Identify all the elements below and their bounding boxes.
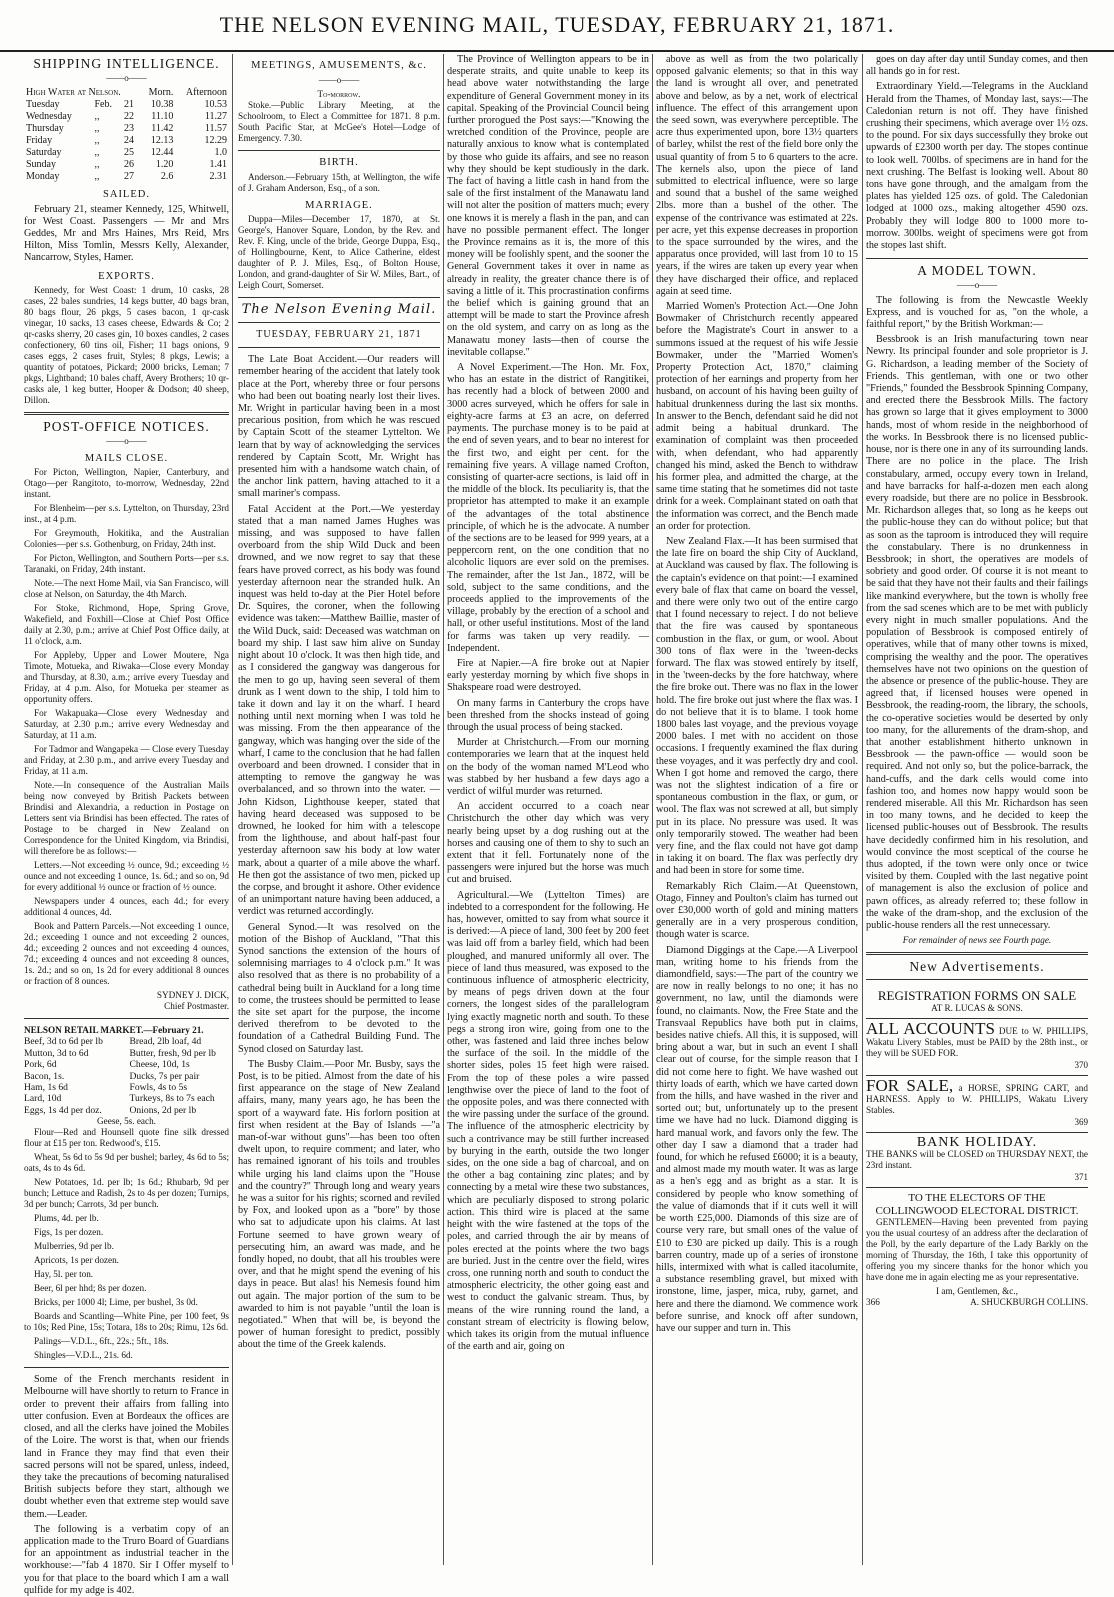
market-line: Bricks, per 1000 4l; Lime, per bushel, 3s 0d. (34, 1297, 198, 1308)
article-paragraph: Diamond Diggings at the Cape.—A Liverpool man, writing home to his friends from the diamondfield, says:—The part of the country we are now in really belongs to no one; it has no government, no law, until the diamonds were found, no claimants. Now, the Free State and the Transvaal Republics have both put in claims, besides native chiefs. All this, it is supposed, will bring about a war, but in such an event I shall clear out of course, for the simple reason that I did not come here to fight. We have washed out thirty loads of earth, which we have carted down from the hills, and have washed in the river and sorted out; but, unfortunately up to the present time we have had no luck. Diamond digging is hard manual work, and favors only the few. The other day I saw a diamond that a trader had found, for which he refused £6000; it is a beauty, and almost made my mouth water. It was as large as a hen's egg and as bright as a star. It is considered by people who know something of the value of diamonds that if it cuts well it will be worth £25,000. Diamonds of this size are of course very rare, but small ones of the value of £10 to £30 are picked up daily. This is a rough barren country, made up of a series of ironstone hills, intermixed with what is called itacolumite, a substance resembling gravel, but mixed with ironstone, lime, jasper, mica, ruby, garnet, and here and there the diamond. We commence work before sunrise, and knock off after sundown, have our supper and turn in. This (656, 944, 858, 1334)
tide-row: Monday ,, 27 2.6 2.31 (26, 171, 227, 183)
mail-notice: For Tadmor and Wangapeka — Close every Tuesday and Friday, at 2.30 p.m., and arrive every Tuesday and Friday, at 11 a.m. (24, 744, 229, 777)
mail-notice: For Picton, Wellington, and Southern Ports—per s.s. Taranaki, on Friday, 24th instant. (24, 553, 229, 575)
market-item: Bread, 2lb loaf, 4d (129, 1036, 202, 1048)
article-paragraph: Extraordinary Yield.—Telegrams in the Auckland Herald from the Thames, of Monday last, says:—The Caledonian return is not off. They have finished crushing their specimens, which average over 1½ ozs. to the pound. For six days successfully they broke out upwards of £2300 worth per day. The stopes continue to look well. 700lbs. of specimens are in hand for the next crushing. The Belfast is looking well. About 80 tons have gone through, and the amalgam from the plates has yielded 125 ozs. of gold. The Caledonian lodged at 1000 ozs., making altogether 4590 ozs. Probably they will lodge 800 to 1000 more to-morrow. 300lbs. weight of specimens were got from the stopes last shift. (866, 81, 1088, 252)
ad-heading: REGISTRATION FORMS ON SALE (877, 988, 1077, 1004)
tide-table: High Water at Nelson. Morn. Afternoon Tuesday Feb. 21 10.38 10.53 Wednesday ,, 22 11.10 11.27 Thursday ,, 23 11.42 11.57 Friday ,, 24 12.13 12.29 Saturday ,, 25 12.44 1.0 Sunday ,, 26 1.20 1.41 Monday ,, 27 2.6 2.31 (26, 87, 227, 183)
truro-article: The following is a verbatim copy of an application made to the Truro Board of Guardians for an appointment as industrial teacher in the workhouse:—"fab 4 1870. Sir I Offer myself to you for that place to the board which I am a wall qulfide for my adge is 402. (24, 1523, 229, 1596)
mail-notice: For Greymouth, Hokitika, and the Australian Colonies—per s.s. Gothenburg, on Friday, 24th inst. (24, 528, 229, 550)
meetings-title: MEETINGS, AMUSEMENTS, &c. (251, 60, 427, 71)
mail-notice: For Stoke, Richmond, Hope, Spring Grove, Wakefield, and Foxhill—Close at Chief Post Office daily at 2.30, p.m.; arrive at Chief Post Office daily, at 11 o'clock, a.m. (24, 603, 229, 647)
exports-text: Kennedy, for West Coast: 1 drum, 10 casks, 28 cases, 22 bales sundries, 14 kegs butter, 40 bags bran, 80 bags flour, 26 pkgs, 5 cases bacon, 1 qr-cask vinegar, 10 sacks, 13 cases cheese, Edwards & Co; 2 qr-casks sherry, 20 cases gin, 10 boxes candles, 2 cases confectionery, 60 tins oil, Fisher; 11 bags onions, 9 cases eggs, 2 cases fruit, Styles; 8 pkgs, Lewis; a quantity of potatoes, Pickard; 2000 bricks, Leman; 7 pkgs, Lightband; 10 bales chaff, Avery Brothers; 10 qr-casks ale, 1 keg butter, Hooper & Dodson; 40 sheep, Dillon. (24, 284, 229, 405)
article-paragraph: The following is from the Newcastle Weekly Express, and is vouched for as, "on the whole, a faithful report," by the British Workman:— (866, 294, 1088, 331)
market-line: Beer, 6l per hhd; 8s per dozen. (34, 1283, 147, 1294)
column-rule (232, 54, 233, 1565)
tide-row: Thursday ,, 23 11.42 11.57 (26, 123, 227, 135)
ad-heading: FOR SALE, (866, 1075, 954, 1095)
mail-notice: Note.—In consequence of the Australian Mails being now conveyed by British Packets between Brindisi and Alexandria, a reduction in Postage on Letters sent via Brindisi has been effected. The rates of Postage to be charged in New Zealand on Correspondence for the United Kingdom, via Brindisi, will therefore be as follows:— (24, 780, 229, 857)
article-paragraph: Agricultural.—We (Lyttelton Times) are indebted to a correspondent for the following. He has, however, omitted to say from what source it is derived:—A piece of land, 300 feet by 200 feet was laid off from a barley field, which had been ploughed, and manured uniformly all over. The piece of land thus measured, was exposed to the continuous influence of atmospheric electricity, by means of pegs driven down at the four corners, the longest sides of the parallelogram lying exactly magnetic north and south. To these pegs a strong iron wire, going from one to the other, was fastened and laid three inches below the surface of the soil. In the middle of the shorter sides, poles 15 feet high were raised. From the top of these poles a wire passed lengthwise over the piece of land to the foot of the opposite poles, and was there connected with the wire passing under the surface of the ground. The influence of the atmospheric electricity by such a contrivance may be still further increased by burying in the earth, outside the two longer sides, on the one side a bag of charcoal, and on the other a bag containing zinc plates; and by connecting by a metal wire these two substances, which are peculiarly disposed to strong polaric action. This third wire is placed at the same height with the wire fastened at the tops of the poles, and carried through the air by means of poles erected at the points where the two bags are buried. Just in the centre over the field, wires cross, one running north and south to conduct the atmospheric electricity, the other going east and west to conduct the galvanic stream. Thus, by means of the wire running round the land, a constant stream of electricity is flowing below, which takes its origin from the mutual influence of the earth and air, going on (447, 889, 649, 1353)
masthead: THE NELSON EVENING MAIL, TUESDAY, FEBRUARY 21, 1871. (0, 0, 1114, 52)
article-paragraph: The Busby Claim.—Poor Mr. Busby, says the Post, is to be pitied. Almost from the date of his first appearance on the stage of New Zealand affairs, many, many years ago, he has been the sport of a wayward fate. His forlorn position at first when resident at the Bay of Islands —"a man-of-war without guns"—has been too often dwelt upon, to require comment; and later, who has remained ignorant of his toils and troubles while urging his land claims upon the "House and the country?" Through long and weary years he was a suitor for his rights; scorned and reviled by Fox, and looked upon as a "bore" by those who sat to adjudicate upon his claims. At last Fortune seemed to have grown weary of persecuting him, an award was made, and he fondly hoped, no doubt, that all his troubles were over, and that he might spend the evening of his days in peace. But alas! his Nemesis found him out again. The major portion of the sum to be awarded to him is not payable "until the loan is negotiated." When that will be, is beyond the power of human foresight to predict, possibly about the time of the Greek kalends. (238, 1058, 440, 1351)
tide-row: Sunday ,, 26 1.20 1.41 (26, 159, 227, 171)
paper-date: TUESDAY, FEBRUARY 21, 1871 (256, 329, 422, 341)
birth-heading: BIRTH. (319, 157, 359, 169)
mail-notice: Note.—The next Home Mail, via San Francisco, will close at Nelson, on Saturday, the 4th March. (24, 578, 229, 600)
market-item: Beef, 3d to 6d per lb (24, 1036, 103, 1048)
column-1: SHIPPING INTELLIGENCE. ——o—— High Water at Nelson. Morn. Afternoon Tuesday Feb. 21 10.38 10.53 Wednesday ,, 22 11.10 11.27 Thursday ,, 23 11.42 11.57 Friday ,, 24 12.13 12.29 Saturday ,, 25 12.44 1.0 Sunday ,, 26 1.20 1.41 Monday ,, 27 2.6 2.31 SAILED. February 21, steamer Kennedy, 125, Whitwell, for West Coast. Passengers — Mr and Mrs Geddes, Mr and Mrs Haines, Mrs Reid, Mrs Hilton, Miss Tomlin, Messrs Kelly, Alexander, Nancarrow, Styles, Hamer. EXPORTS. Kennedy, for West Coast: 1 drum, 10 casks, 28 cases, 22 bales sundries, 14 kegs butter, 40 bags bran, 80 bags flour, 26 pkgs, 5 cases bacon, 1 qr-cask vinegar, 10 sacks, 13 cases cheese, Edwards & Co; 2 qr-casks sherry, 20 cases gin, 10 boxes candles, 2 cases confectionery, 60 tins oil, Fisher; 11 bags onions, 9 cases eggs, 2 cases fruit, Styles; 8 pkgs, Lewis; a quantity of potatoes, Pickard; 2000 bricks, Leman; 7 pkgs, Lightband; 10 bales chaff, Avery Brothers; 10 qr-casks ale, 1 keg butter, Hooper & Dodson; 40 sheep, Dillon. POST-OFFICE NOTICES. ——o—— MAILS CLOSE. For Picton, Wellington, Napier, Canterbury, and Otago—per Rangitoto, to-morrow, Wednesday, 22nd instant. For Blenheim—per s.s. Lyttelton, on Thursday, 23rd inst., at 4 p.m. For Greymouth, Hokitika, and the Australian Colonies—per s.s. Gothenburg, on Friday, 24th inst. For Picton, Wellington, and Southern Ports—per s.s. Taranaki, on Friday, 24th instant. Note.—The next Home Mail, via San Francisco, will close at Nelson, on Saturday, the 4th March. For Stoke, Richmond, Hope, Spring Grove, Wakefield, and Foxhill—Close at Chief Post Office daily at 2.30, p.m.; arrive at Chief Post Office daily, at 11 o'clock, a.m. For Appleby, Upper and Lower Moutere, Nga Timote, Motueka, and Riwaka—Close every Monday and Thursday, at 8.30, a.m.; arrive every Tuesday and Friday, at 4 p.m. Also, for Motueka per steamer as opportunity offers. For Wakapuaka—Close every Wednesday and Saturday, at 2.30 p.m.; arrive every Wednesday and Saturday, at 11 a.m. For Tadmor and Wangapeka — Close every Tuesday and Friday, at 2.30 p.m., and arrive every Tuesday and Friday, at 11 a.m. Note.—In consequence of the Australian Mails being now conveyed by British Packets between Brindisi and Alexandria, a reduction in Postage on Letters sent via Brindisi has been effected. The rates of Postage to be charged in New Zealand on Correspondence for the United Kingdom, via Brindisi, will therefore be as follows:— Letters.—Not exceeding ½ ounce, 9d.; exceeding ½ ounce and not exceeding 1 ounce, 1s. 6d.; and so on, 9d for every additional ½ ounce or fraction of ½ ounce. Newspapers under 4 ounces, each 4d.; for every additional 4 ounces, 4d. Book and Pattern Parcels.—Not exceeding 1 ounce, 2d.; exceeding 1 ounce and not exceeding 2 ounces, 4d.; exceeding 2 ounces and not exceeding 4 ounces, 7d.; exceeding 4 ounces and not exceeding 8 ounces, 1s. 2d.; and so on, 1s 2d for every additional 8 ounces or fraction of 8 ounces. SYDNEY J. DICK, Chief Postmaster. NELSON RETAIL MARKET.—February 21. Beef, 3d to 6d per lb Mutton, 3d to 6d Pork, 6d Bacon, 1s. Ham, 1s 6d Lard, 10d Eggs, 1s 4d per doz. Bread, 2lb loaf, 4d Butter, fresh, 9d per lb Cheese, 10d, 1s Ducks, 7s per pair Fowls, 4s to 5s Turkeys, 8s to 7s each Onions, 2d per lb Geese, 5s. each. Flour—Red and Hounsell quote fine silk dressed flour at £15 per ton. Redwood's, £15. Wheat, 5s 6d to 5s 9d per bushel; barley, 4s 6d to 5s; oats, 4s to 4s 6d. New Potatoes, 1d. per lb; 1s 6d.; Rhubarb, 9d per bunch; Lettuce and Radish, 2s to 4s per dozen; Turnips, 3d per bunch; Carrots, 3d per bunch. Plums, 4d. per lb. Figs, 1s per dozen. Mulberries, 9d per lb. Apricots, 1s per dozen. Hay, 5l. per ton. Beer, 6l per hhd; 8s per dozen. Bricks, per 1000 4l; Lime, per bushel, 3s 0d. Boards and Scantling—White Pine, per 100 feet, 9s to 10s; Red Pine, 15s; Totara, 18s to 20s; Rimu, 12s 6d. Palings—V.D.L., 6ft., 22s.; 5ft., 18s. Shingles—V.D.L., 21s. 6d. Some of the French merchants resident in Melbourne will have shortly to return to France in order to prevent their affairs from falling into utter confusion. Even at Bordeaux the offices are closed, and all the clerks have joined the Mobiles of the Loire. The worst is that, when our friends land in France they may find that even their sacred persons will not be spared, unless, indeed, they take the precautions of becoming naturalised British subjects before they start, although we doubt whether even that extreme step would save them.—Leader. The following is a verbatim copy of an application made to the Truro Board of Guardians for an appointment as industrial teacher in the workhouse:—"fab 4 1870. Sir I Offer myself to you for that place to the board which I am a wall qulfide for my adge is 402. (24, 56, 229, 1596)
article-paragraph: Married Women's Protection Act.—One John Bowmaker of Christchurch recently appeared before the Magistrate's Court in answer to a summons issued at the request of his wife Jessie Bowmaker, under the "Married Women's Property Protection Act, 1870," claiming protection of her earnings and property from her husband, on account of his having been guilty of habitual drunkenness during the last six months. In answer to the Bench, defendant said he did not admit being a habitual drunkard. The examination of complaint was then proceeded with, when defendant, who had apparently changed his mind, asked the Bench to withdraw his former plea, and admitted the charge, at the same time stating that he sometimes did not taste drink for a week. Complainant stated on oath that the information was correct, and the Bench made an order for protection. (656, 301, 858, 532)
column-rule (652, 54, 653, 1565)
advertisement (866, 1133, 1088, 1188)
article-paragraph: goes on day after day until Sunday comes, and then all hands go in for rest. (866, 54, 1088, 78)
article-paragraph: An accident occurred to a coach near Christchurch the other day which was very nearly being upset by a dog rushing out at the horses and causing one of them to shy to such an extent that it fell. Fortunately none of the passengers were injured but the horse was much cut and bruised. (447, 801, 649, 886)
market-item: Eggs, 1s 4d per doz. (24, 1104, 102, 1116)
tide-row: Wednesday ,, 22 11.10 11.27 (26, 111, 227, 123)
column-rule (443, 54, 444, 1565)
ads-title: New Advertisements. (909, 959, 1045, 975)
market-item: Onions, 2d per lb (129, 1104, 197, 1116)
market-prices (24, 1036, 229, 1116)
ad-number: 369 (1074, 1116, 1088, 1127)
ad-body: AT R. LUCAS & SONS. (931, 1002, 1023, 1013)
market-line: Hay, 5l. per ton. (34, 1269, 94, 1280)
market-item: Lard, 10d (24, 1093, 62, 1105)
advertisement (866, 1188, 1088, 1311)
market-item: Cheese, 10d, 1s (129, 1059, 190, 1071)
exports-heading: EXPORTS. (98, 270, 155, 282)
market-item: Turkeys, 8s to 7s each (129, 1093, 215, 1105)
tide-row: Tuesday Feb. 21 10.38 10.53 (26, 99, 227, 111)
article-paragraph: Fatal Accident at the Port.—We yesterday stated that a man named James Hughes was missing, and was supposed to have fallen overboard from the ship Wild Duck and been drowned, and we now regret to say that these fears have proved correct, as his body was found yesterday afternoon near the stranded hulk. An inquest was held to-day at the Pier Hotel before Dr. Squires, the coroner, when the following evidence was taken:—Matthew Baillie, master of the Wild Duck, said: Deceased was watchman on board my ship. I last saw him alive on Sunday night about 10 o'clock. It was then high tide, and as I considered the gangway was dangerous for the men to go up, having seen several of them drunk as I went down to the ship, I told him to take it down and lay it on the wharf. I heard nothing until next morning when I was told he was missing. From the then appearance of the gangway, which was hanging over the side of the wharf, I came to the conclusion that he had fallen overboard and been drowned. I consider that in attempting to remove the gangway he was overbalanced, and so thrown into the water. —John Kidson, Lighthouse keeper, stated that having heard deceased was supposed to be drowned, he looked for him with a telescope from the lighthouse, and about half-past four yesterday afternoon saw his body at low water mark, about a quarter of a mile above the wharf. He then got the assistance of two men, picked up the corpse, and brought it ashore. Other evidence of an unimportant nature having been adduced, a verdict was returned accordingly. (238, 503, 440, 918)
ad-body: THE BANKS will be CLOSED on THURSDAY NEXT, the 23rd instant. (866, 1149, 1088, 1171)
column-5: goes on day after day until Sunday comes, and then all hands go in for rest. Extraordinary Yield.—Telegrams in the Auckland Herald from the Thames, of Monday last, says:—The Caledonian return is not off. They have finished crushing their specimens, which average over 1½ ozs. to the pound. For six days successfully they broke out upwards of £2300 worth per day. The stopes continue to look well. 700lbs. of specimens are in hand for the next crushing. The Belfast is looking well. About 80 tons have gone through, and the amalgam from the plates has yielded 125 ozs. of gold. The Caledonian lodged at 1000 ozs., making altogether 4590 ozs. Probably they will lodge 800 to 1000 more to-morrow. 300lbs. weight of specimens were got from the stopes last shift. A MODEL TOWN. ——o—— The following is from the Newcastle Weekly Express, and is vouched for as, "on the whole, a faithful report," by the British Workman:— Bessbrook is an Irish manufacturing town near Newry. Its principal founder and sole proprietor is J. G. Richardson, a leading member of the Society of Friends. This gentleman, with one or two other "Friends," founded the Bessbrook Spinning Company, and erected there the Bessbrook Mills. The factory has grown so large that it gives employment to 3000 hands, most of whom reside in the neighborhood of the works. In Bessbrook there is no licensed public-house, nor is there one in any of its surrounding lands. There are no police in the place. The Irish constabulary, armed, occupy every town in Ireland, and have barracks for half-a-dozen men each along every roadside, but there are no police in Bessbrook. Mr. Richardson alleges that, so long as he keeps out the public-house they can do without police; but that as soon as the taproom is introduced they will require the constabulary. There is no drunkenness in Bessbrook; in short, the operatives are models of sobriety and good order. Of course it is not meant to be said that they have not their faults and their failings like mankind everywhere, but the town is wholly free from the sad scenes which are to be met with publicly every night in much smaller populations. And the population of Bessbrook is composed entirely of operatives, while that of many other towns is mixed, comprising the wealthy and the poor. The operatives themselves have not two opinions on the question of the absence or presence of the public-house. They are agreed that, if licensed houses were opened in Bessbrook, the reading-room, the library, the schools, the co-operative societies would be deserted by only too many, for the allurements of the dram-shop, and that another establishment hitherto unknown in Bessbrook — the pawn-office — would soon be required. And not only so, but the police-barrack, the hand-cuffs, and the dark cells would come into fashion too, and homes now happy would soon be rendered miserable. All this Mr. Richardson has seen in too many towns, and he decided to keep the licensed public-houses out of Bessbrook. The results have decidedly confirmed him in his resolution, and would convince the most sceptical of the course he thus adopted, if the town were only once or twice visited by them. Coupled with the last negative point of management is also the exclusion of police and pawn offices, as already referred to; these follow in the wake of the dram-shop, and the exclusion of the public-house renders all the rest unnecessary. For remainder of news see Fourth page. New Advertisements. REGISTRATION FORMS ON SALE AT R. LUCAS & SONS. ALL ACCOUNTS DUE to W. PHILLIPS, Wakatu Livery Stables, must be PAID by the 28th inst., or they will be SUED FOR. 370 FOR SALE, a HORSE, SPRING CART, and HARNESS. Apply to W. PHILLIPS, Wakatu Livery Stables. 369 BANK HOLIDAY. THE BANKS will be CLOSED on THURSDAY NEXT, the 23rd instant. 371 TO THE ELECTORS OF THE COLLINGWOOD ELECTORAL DISTRICT. GENTLEMEN—Having been prevented from paying you the usual courtesy of an address after the declaration of the Poll, by the early departure of the Lady Barkly on the morning of Thursday, the 16th, I take this opportunity of offering you my sincere thanks for the honor which you have done me in again electing me as your representative. I am, Gentlemen, &c., 366 A. SHUCKBURGH COLLINS. (866, 54, 1088, 1565)
postmaster-signature: SYDNEY J. DICK, (156, 990, 229, 1001)
market-line: Shingles—V.D.L., 21s. 6d. (34, 1350, 133, 1361)
tide-row: Saturday ,, 25 12.44 1.0 (26, 147, 227, 159)
tide-row: Friday ,, 24 12.13 12.29 (26, 135, 227, 147)
birth-text: Anderson.—February 15th, at Wellington, the wife of J. Graham Anderson, Esq., of a son. (238, 171, 440, 193)
sailed-heading: SAILED. (103, 189, 150, 201)
market-line: Wheat, 5s 6d to 5s 9d per bushel; barley, 4s 6d to 5s; oats, 4s to 4s 6d. (24, 1152, 229, 1174)
mail-notice: For Picton, Wellington, Napier, Canterbury, and Otago—per Rangitoto, to-morrow, Wednesday, 22nd instant. (24, 467, 229, 500)
column-4 (656, 54, 858, 1565)
market-line: Boards and Scantling—White Pine, per 100 feet, 9s to 10s; Red Pine, 15s; Totara, 18s to 20s; Rimu, 12s 6d. (24, 1311, 229, 1333)
marriage-heading: MARRIAGE. (305, 199, 373, 211)
market-line: Plums, 4d. per lb. (34, 1213, 99, 1224)
ad-closing: I am, Gentlemen, &c., (936, 1285, 1018, 1296)
market-line: Flour—Red and Hounsell quote fine silk dressed flour at £15 per ton. Redwood's, £15. (24, 1127, 229, 1149)
market-line: Mulberries, 9d per lb. (34, 1241, 114, 1252)
ad-body: a HORSE, SPRING CART, and HARNESS. Apply to W. PHILLIPS, Wakatu Livery Stables. (866, 1082, 1088, 1115)
shipping-title: SHIPPING INTELLIGENCE. (33, 56, 220, 71)
article-paragraph: Remarkably Rich Claim.—At Queenstown, Otago, Finney and Poulton's claim has turned out over £30,000 worth of gold and mining matters generally are in a very prosperous condition, though water is scarce. (656, 880, 858, 941)
post-office-title: POST-OFFICE NOTICES. (43, 418, 210, 434)
mail-notice: Letters.—Not exceeding ½ ounce, 9d.; exceeding ½ ounce and not exceeding 1 ounce, 1s. 6d.; and so on, 9d for every additional ½ ounce or fraction of ½ ounce. (24, 860, 229, 893)
market-line: New Potatoes, 1d. per lb; 1s 6d.; Rhubarb, 9d per bunch; Lettuce and Radish, 2s to 4s per dozen; Turnips, 3d per bunch; Carrots, 3d per bunch. (24, 1177, 229, 1210)
market-item: Bacon, 1s. (24, 1070, 65, 1082)
column-3 (447, 54, 649, 1565)
advertisement (866, 1076, 1088, 1133)
article-paragraph: Murder at Christchurch.—From our morning contemporaries we learn that at the inquest held on the body of the woman named M'Leod who was stabbed by her husband a few days ago a verdict of wilful murder was returned. (447, 737, 649, 797)
paper-nameplate: The Nelson Evening Mail. (241, 301, 437, 317)
sailed-text: February 21, steamer Kennedy, 125, Whitwell, for West Coast. Passengers — Mr and Mrs Geddes, Mr and Mrs Haines, Mrs Reid, Mrs Hilton, Miss Tomlin, Messrs Kelly, Alexander, Nancarrow, Styles, Hamer. (24, 203, 229, 264)
article-paragraph: General Synod.—It was resolved on the motion of the Bishop of Auckland, "That this Synod sanctions the extension of the hours of solemnising marriages to 4 o'clock p.m." It was also resolved that as there is no probability of a cathedral being built in Auckland for a long time to come, the trustees should be permitted to lease the site set apart for the purpose, the income derived therefrom to be devoted to the foundation of a Cathedral Building Fund. The Synod closed on Saturday last. (238, 921, 440, 1055)
ad-number: 370 (1074, 1059, 1088, 1070)
market-item: Pork, 6d (24, 1059, 57, 1071)
mail-notice: Newspapers under 4 ounces, each 4d.; for every additional 4 ounces, 4d. (24, 896, 229, 918)
market-item: Butter, fresh, 9d per lb (129, 1047, 216, 1059)
meetings-text: Stoke.—Public Library Meeting, at the Schoolroom, to Elect a Committee for 1871. 8 p.m. South Pacific Star, at McGee's Hotel—Lodge of Emergency. 7.30. (238, 100, 440, 144)
advertisement (866, 986, 1088, 1018)
ad-number: 366 (866, 1296, 880, 1307)
article-paragraph: The Province of Wellington appears to be in desperate straits, and quite unable to keep its head above water notwithstanding the large expenditure of General Government money in its capital. Speaking of the Provincial Council being further prorogued the Post says:—"Knowing the wretched condition of the Province, people are naturally anxious to know what is contemplated by those who guide its affairs, and see no reason why they should be kept studiously in the dark. The fact of having a little cash in hand from the sale of the first instalment of the Manawatu land will not alter the position of matters much; every one knows it is merely a flash in the pan, and can have no possible permanent effect. The longer the Province remains as it is, the more of this money will be foolishly spent, and the sooner the General Government takes it over in name as already in reality, the greater chance there is of saving a little of it. This procrastination confirms the belief which is gaining ground that an attempt will be made to start the Province afresh on the old system, and carry on as long as the Manawatu money lasts—then of course the inevitable collapse." (447, 54, 649, 358)
article-paragraph: The Late Boat Accident.—Our readers will remember hearing of the accident that lately took place at the Port, whereby three or four persons who had been out boating nearly lost their lives. Mr. Wright in particular having been in a most precarious position, from which he was rescued by Captain Scott of the steamer Lyttelton. We learn that by way of acknowledging the services rendered by Captain Scott, Mr. Wright has presented him with a handsome watch chain, of the anchor link pattern, having attached to it a small mariner's compass. (238, 354, 440, 500)
market-item: Ducks, 7s per pair (129, 1070, 200, 1082)
model-town-title: A MODEL TOWN. (917, 263, 1037, 279)
marriage-text: Duppa—Miles—December 17, 1870, at St. George's, Hanover Square, London, by the Rev. and Rev. F. King, uncle of the bride, George Duppa, Esq., of Hollingbourne, Kent, to Alice Catherine, eldest daughter of P. J. Miles, Esq., of Bolton House, London, and grand-daughter of Sir W. Miles, Bart., of Leigh Court, Somerset. (238, 213, 440, 290)
ad-heading: BANK HOLIDAY. (916, 1135, 1038, 1151)
mail-notice: For Wakapuaka—Close every Wednesday and Saturday, at 2.30 p.m.; arrive every Wednesday and Saturday, at 11 a.m. (24, 708, 229, 741)
ad-signature: A. SHUCKBURGH COLLINS. (970, 1296, 1088, 1307)
market-item: Ham, 1s 6d (24, 1082, 68, 1094)
market-item: Fowls, 4s to 5s (129, 1082, 188, 1094)
ad-body: GENTLEMEN—Having been prevented from paying you the usual courtesy of an address after the declaration of the Poll, by the early departure of the Lady Barkly on the morning of Thursday, the 16th, I take this opportunity of offering you my sincere thanks for the honor which you have done me in again electing me as your representative. (866, 1216, 1088, 1282)
article-paragraph: A Novel Experiment.—The Hon. Mr. Fox, who has an estate in the district of Rangitikei, has recently had a block of between 2000 and 3000 acres surveyed, which he offers for sale in eighty-acre farms at £3 an acre, on deferred payments. The purchase money is to be paid at the end of seven years, and to bear no interest for the first two, and eight per cent. for the remaining five years. A village named Crofton, consisting of quarter-acre sections, is laid off in the middle of the block. Its peculiarity is, that the proprietor has attempted to make it an example of the advantages of the total abstinence principle, of which he is the advocate. A number of the sections are to be leased for 999 years, at a peppercorn rent, on the one condition that no alcoholic liquors are ever sold on the premises. The remainder, after the 1st Jan., 1872, will be sold, subject to the same conditions, and the proceeds applied to the improvements of the village, probably by the erection of a school and hall, or other useful institutions. Most of the land for farms was taken up very readily. —Independent. (447, 362, 649, 654)
market-item: Mutton, 3d to 6d (24, 1047, 89, 1059)
article-paragraph: On many farms in Canterbury the crops have been threshed from the shocks instead of going through the usual process of being stacked. (447, 697, 649, 733)
ad-heading: ALL ACCOUNTS (866, 1018, 995, 1038)
postmaster-title: Chief Postmaster. (164, 1001, 229, 1012)
column-rule (862, 54, 863, 1565)
article-paragraph: Bessbrook is an Irish manufacturing town near Newry. Its principal founder and sole proprietor is J. G. Richardson, a leading member of the Society of Friends. This gentleman, with one or two other "Friends," founded the Bessbrook Spinning Company, and erected there the Bessbrook Mills. The factory has grown so large that it gives employment to 3000 hands, most of whom reside in the neighborhood of the works. In Bessbrook there is no licensed public-house, nor is there one in any of its surrounding lands. There are no police in the place. The Irish constabulary, armed, occupy every town in Ireland, and have barracks for half-a-dozen men each along every roadside, but there are no police in Bessbrook. Mr. Richardson alleges that, so long as he keeps out the public-house they can do without police; but that as soon as the taproom is introduced they will require the constabulary. There is no drunkenness in Bessbrook; in short, the operatives are models of sobriety and good order. Of course it is not meant to be said that they have not their faults and their failings like mankind everywhere, but the town is wholly free from the sad scenes which are to be met with publicly every night in much smaller populations. And the population of Bessbrook is composed entirely of operatives, while that of many other towns is mixed, comprising the wealthy and the poor. The operatives themselves have not two opinions on the question of the absence or presence of the public-house. They are agreed that, if licensed houses were opened in Bessbrook, the reading-room, the library, the schools, the co-operative societies would be deserted by only too many, for the allurements of the dram-shop, and that another establishment hitherto unknown in Bessbrook — the pawn-office — would soon be required. And not only so, but the police-barrack, the hand-cuffs, and the dark cells would come into fashion too, and homes now happy would soon be rendered miserable. All this Mr. Richardson has seen in too many towns, and he decided to keep the licensed public-houses out of Bessbrook. The results have decidedly confirmed him in his resolution, and would convince the most sceptical of the course he thus adopted, if the town were only once or twice visited by them. Coupled with the last negative point of management is also the exclusion of police and pawn offices, as already referred to; these follow in the wake of the dram-shop, and the exclusion of the public-house renders all the rest unnecessary. (866, 334, 1088, 932)
ad-number: 371 (1074, 1172, 1088, 1183)
article-paragraph: above as well as from the two polarically opposed galvanic elements; so that in this way the land is wrought all over, and penetrated above and below, as by a net, work of electrical influence. The effect of this arrangement upon the seed sown, was everywhere perceptible. The acre thus experimented upon, bore 13½ quarters of barley, whilst the rest of the field bore only the usual quantity of from 5 to 6 quarters to the acre. The kernels also, upon the piece of land submitted to electrical influence, were so large and sound that a bushel of the same weighed 2lbs. more than a bushel of the other. The expense of the contrivance was estimated at 22s. per acre, yet this expense decreases in proportion to the space surrounded by the wires, and the apparatus once provided, will last from 10 to 15 years, if the wires are taken up every year when they have discharged their office, and replaced again at seed time. (656, 54, 858, 297)
ad-heading: TO THE ELECTORS OF THE COLLINGWOOD ELECTORAL DISTRICT. (875, 1192, 1079, 1217)
tomorrow-label: To-morrow. (317, 89, 361, 100)
french-merchants-article: Some of the French merchants resident in Melbourne will have shortly to return to France in order to prevent their affairs from falling into utter confusion. Even at Bordeaux the offices are closed, and all the clerks have joined the Mobiles of the Loire. The worst is that, when our friends land in France they may find that even their sacred persons will not be spared, unless, indeed, they take the precautions of becoming naturalised British subjects before they start, although we doubt whether even that extreme step would save them.—Leader. (24, 1374, 229, 1520)
column-2: MEETINGS, AMUSEMENTS, &c. ——o—— To-morrow. Stoke.—Public Library Meeting, at the Schoolroom, to Elect a Committee for 1871. 8 p.m. South Pacific Star, at McGee's Hotel—Lodge of Emergency. 7.30. BIRTH. Anderson.—February 15th, at Wellington, the wife of J. Graham Anderson, Esq., of a son. MARRIAGE. Duppa—Miles—December 17, 1870, at St. George's, Hanover Square, London, by the Rev. and Rev. F. King, uncle of the bride, George Duppa, Esq., of Hollingbourne, Kent, to Alice Catherine, eldest daughter of P. J. Miles, Esq., of Bolton House, London, and grand-daughter of Sir W. Miles, Bart., of Leigh Court, Somerset. The Nelson Evening Mail. TUESDAY, FEBRUARY 21, 1871 The Late Boat Accident.—Our readers will remember hearing of the accident that lately took place at the Port, whereby three or four persons who had been out boating nearly lost their lives. Mr. Wright in particular having been in a most precarious position, from which he was rescued by Captain Scott of the steamer Lyttelton. We learn that by way of acknowledging the services rendered by Captain Scott, Mr. Wright has presented him with a handsome watch chain, of the anchor link pattern, having attached to it a small mariner's compass. Fatal Accident at the Port.—We yesterday stated that a man named James Hughes was missing, and was supposed to have fallen overboard from the ship Wild Duck and been drowned, and we now regret to say that these fears have proved correct, as his body was found yesterday afternoon near the stranded hulk. An inquest was held to-day at the Pier Hotel before Dr. Squires, the coroner, when the following evidence was taken:—Matthew Baillie, master of the Wild Duck, said: Deceased was watchman on board my ship. I last saw him alive on Sunday night about 10 o'clock. It was then high tide, and as I considered the gangway was dangerous for the men to go up, having seen several of them drunk as I went down to the ship, I told him to take it down and lay it on the wharf. I heard nothing until next morning when I was told he was missing. From the then appearance of the gangway, which was hanging over the side of the wharf, I came to the conclusion that he had fallen overboard and been drowned. I consider that in attempting to remove the gangway he was overbalanced, and so thrown into the water. —John Kidson, Lighthouse keeper, stated that having heard deceased was supposed to be drowned, he looked for him with a telescope from the lighthouse, and about half-past four yesterday afternoon saw his body at low water mark, about a quarter of a mile above the wharf. He then got the assistance of two men, picked up the corpse, and brought it ashore. Other evidence of an unimportant nature having been adduced, a verdict was returned accordingly. General Synod.—It was resolved on the motion of the Bishop of Auckland, "That this Synod sanctions the extension of the hours of solemnising marriages to 4 o'clock p.m." It was also resolved that as there is no probability of a cathedral being built in Auckland for a long time to come, the trustees should be permitted to lease the site set apart for the purpose, the income derived therefrom to be devoted to the foundation of a Cathedral Building Fund. The Synod closed on Saturday last. The Busby Claim.—Poor Mr. Busby, says the Post, is to be pitied. Almost from the date of his first appearance on the stage of New Zealand affairs, many, many years ago, he has been the sport of a wayward fate. His forlorn position at first when resident at the Bay of Islands —"a man-of-war without guns"—has been too often dwelt upon, to require comment; and later, who has remained ignorant of his toils and troubles while urging his land claims upon the "House and the country?" Through long and weary years he was a suitor for his rights; scorned and reviled by Fox, and looked upon as a "bore" by those who sat to adjudicate upon his claims. At last Fortune seemed to have grown weary of persecuting him, an award was made, and he fondly hoped, no doubt, that all his troubles were over, and that he might spend the evening of his days in peace. But alas! his Nemesis found him out again. The major portion of the sum to be awarded to him is not payable "until the loan is negotiated." When that will be, is beyond the power of human foresight to predict, possibly about the time of the Greek kalends. (238, 60, 440, 1351)
remainder-note: For remainder of news see Fourth page. (902, 935, 1052, 946)
market-title: NELSON RETAIL MARKET.—February 21. (24, 1025, 204, 1036)
mail-notice: Book and Pattern Parcels.—Not exceeding 1 ounce, 2d.; exceeding 1 ounce and not exceeding 2 ounces, 4d.; exceeding 2 ounces and not exceeding 4 ounces, 7d.; exceeding 4 ounces and not exceeding 8 ounces, 1s. 2d.; and so on, 1s 2d for every additional 8 ounces or fraction of 8 ounces. (24, 921, 229, 987)
mails-heading: MAILS CLOSE. (84, 453, 169, 465)
market-line: Palings—V.D.L., 6ft., 22s.; 5ft., 18s. (34, 1336, 169, 1347)
mail-notice: For Appleby, Upper and Lower Moutere, Nga Timote, Motueka, and Riwaka—Close every Monday and Thursday, at 8.30, a.m.; arrive every Tuesday and Friday, at 4 p.m. Also, for Motueka per steamer as opportunity offers. (24, 650, 229, 705)
mail-notice: For Blenheim—per s.s. Lyttelton, on Thursday, 23rd inst., at 4 p.m. (24, 503, 229, 525)
market-geese: Geese, 5s. each. (97, 1116, 156, 1127)
advertisement (866, 1019, 1088, 1076)
article-paragraph: Fire at Napier.—A fire broke out at Napier early yesterday morning by which five shops in Shakspeare road were destroyed. (447, 657, 649, 694)
ad-body: DUE to W. PHILLIPS, Wakatu Livery Stables, must be PAID by the 28th inst., or they will be SUED FOR. (866, 1025, 1089, 1058)
market-line: Figs, 1s per dozen. (34, 1227, 104, 1238)
market-line: Apricots, 1s per dozen. (34, 1255, 119, 1266)
article-paragraph: New Zealand Flax.—It has been surmised that the late fire on board the ship City of Auckland, at Auckland was caused by flax. The following is the captain's evidence on that point:—I examined every bale of flax that came on board the vessel, and there were only two out of the entire cargo that I found necessary to reject. I do not believe that the fire was caused by spontaneous combustion in the flax, or gum, or wool. About 300 tons of flax were in the 'tween-decks forward. The flax was stowed entirely by itself, in the 'tween-decks by the fore hatchway, where the fire broke out. There was no flax in the lower hold. The fire broke out just where the flax was. I do not believe that it is to blame. I took home 1800 bales last voyage, and the previous voyage 2000 bales. I met with no accident on those occasions. I frequently examined the flax during these voyages, and it was perfectly dry and cool. When I got home and removed the cargo, there was not the slightest indication of a fire or spontaneous combustion in the flax, or gum, or wool. The flax was not screwed at all, but simply put in its place. No pressure was used. It was only temporarily stowed. The weather had been very fine, and the flax could not have got damp in taking it on board. The flax was perfectly dry and had been in store for some time. (656, 535, 858, 877)
